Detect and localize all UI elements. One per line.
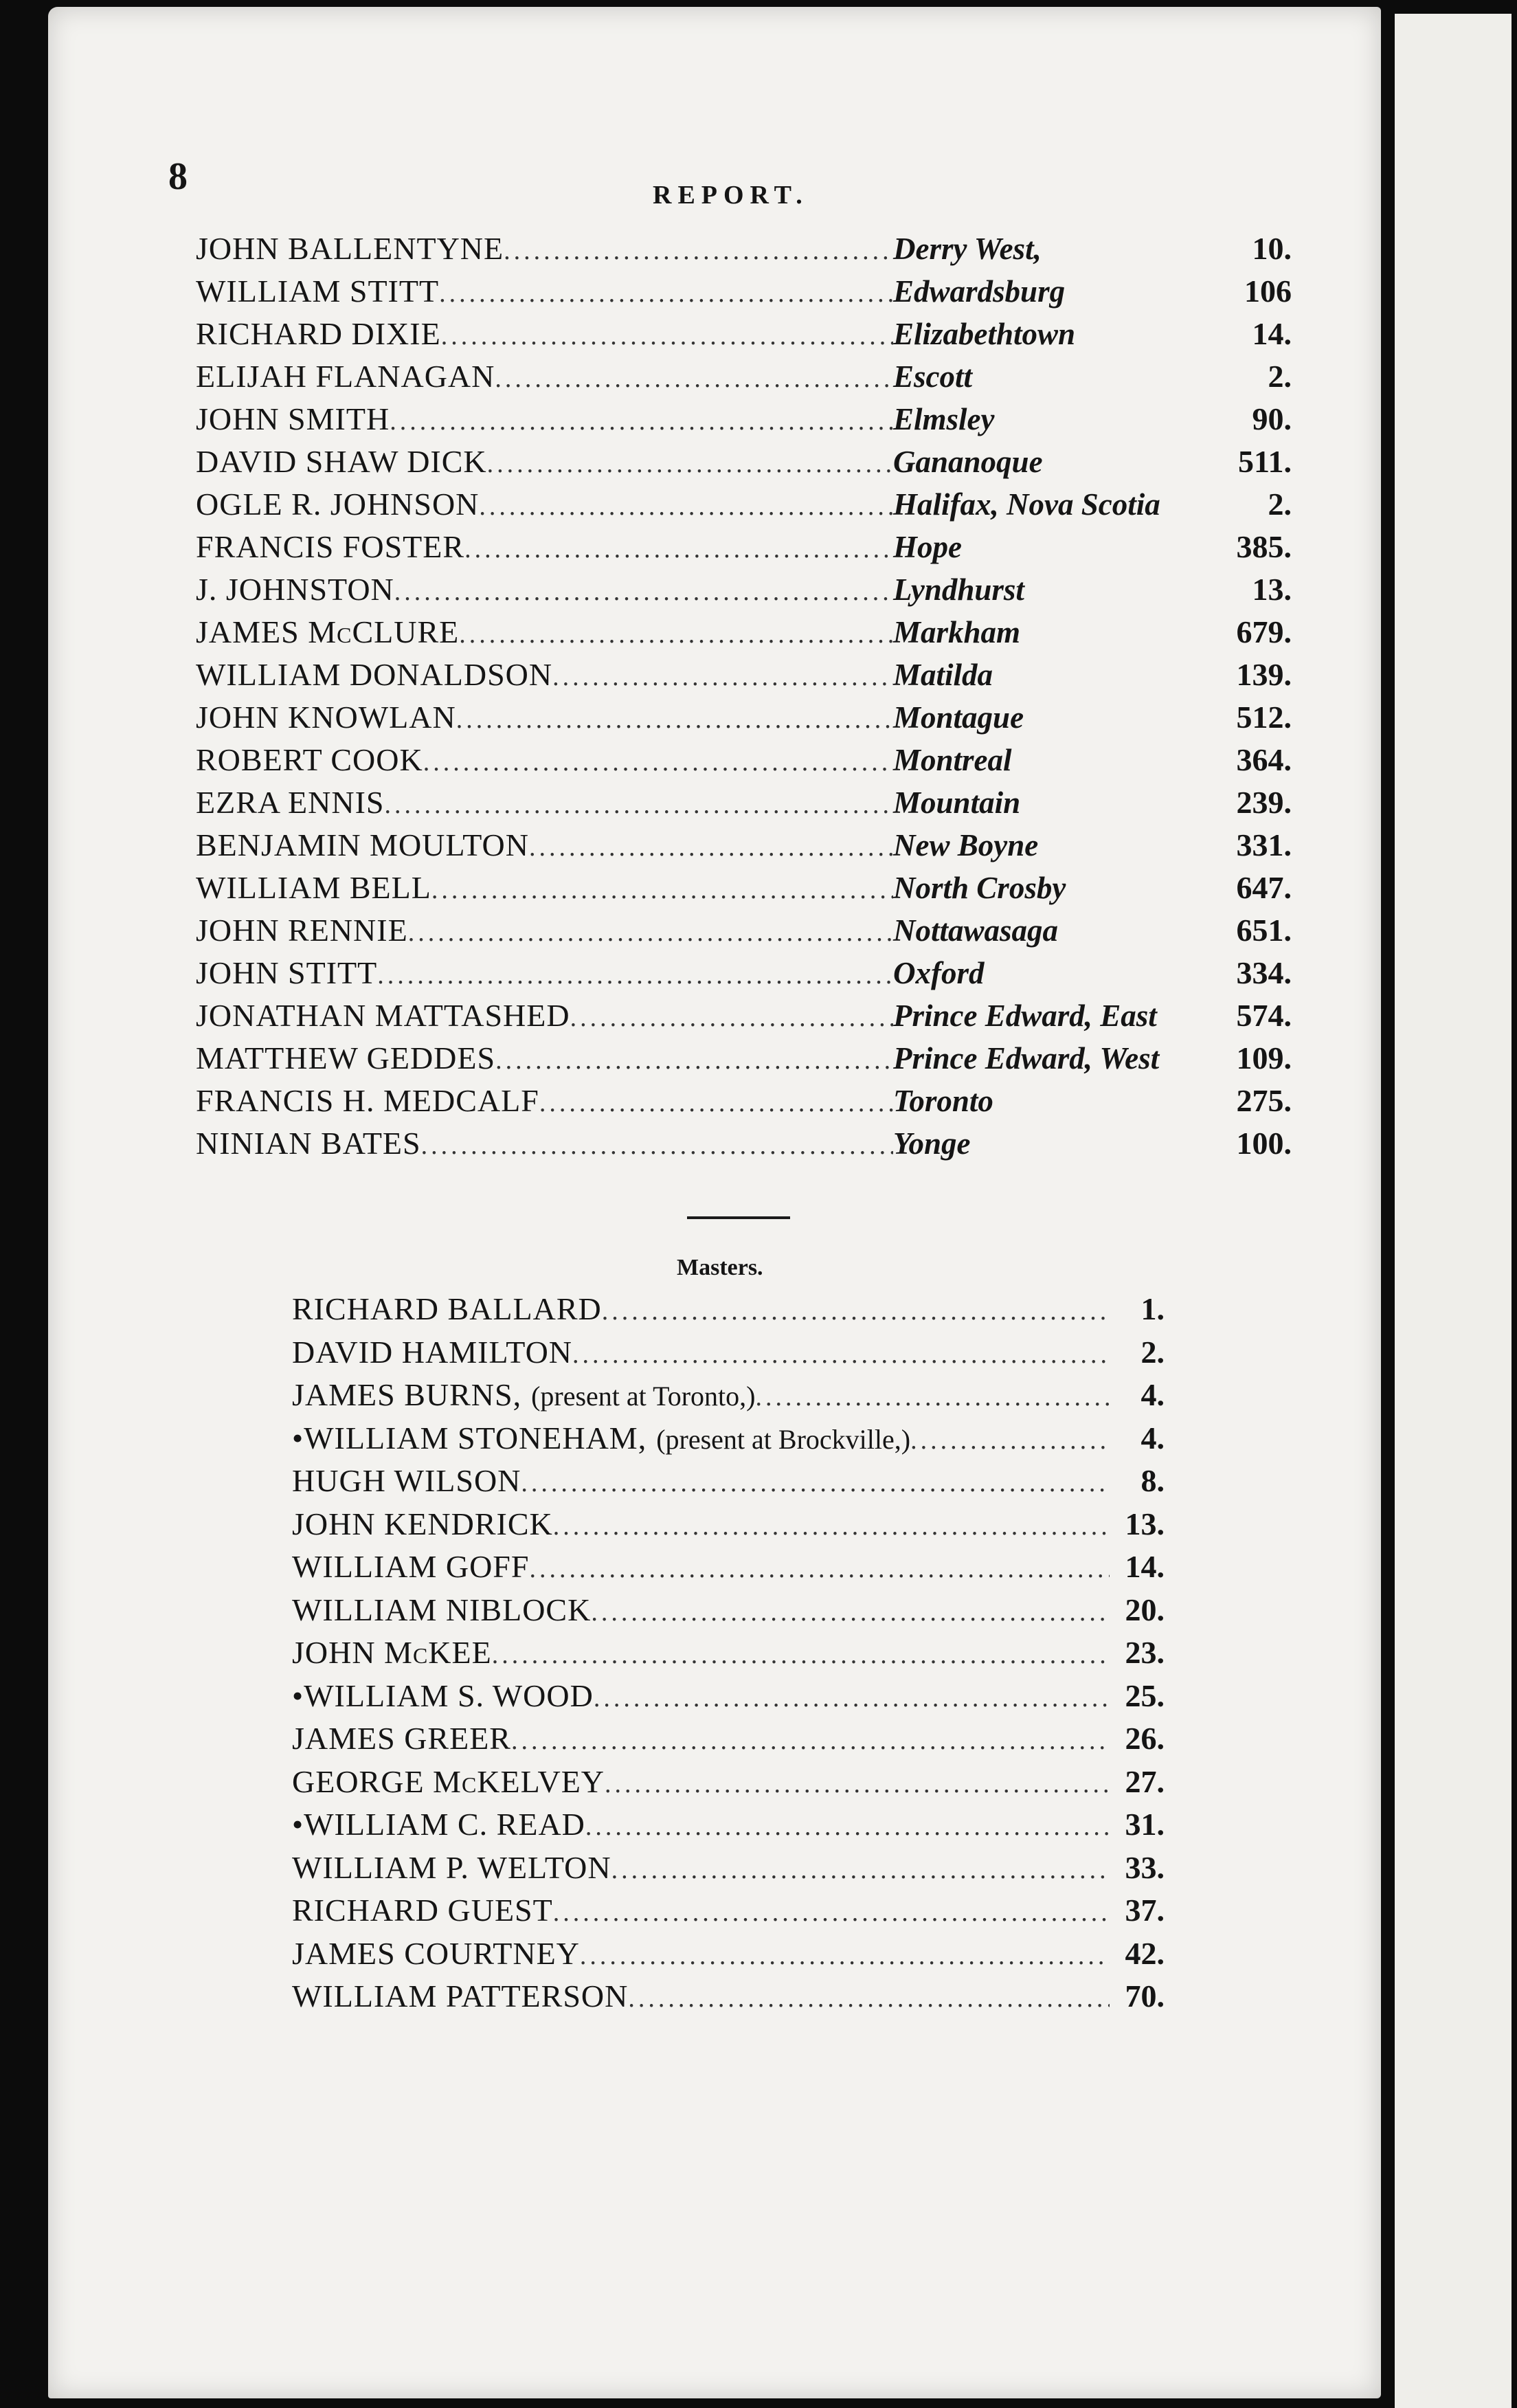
master-note: (present at Toronto,) — [531, 1381, 756, 1412]
lodge-number: 106 — [1244, 274, 1292, 309]
master-name: •WILLIAM S. WOOD — [292, 1677, 594, 1713]
district-row — [196, 358, 1292, 401]
district-row — [196, 443, 1292, 486]
district-row — [196, 273, 1292, 315]
master-name: WILLIAM NIBLOCK — [292, 1592, 592, 1627]
district-place: Matilda — [893, 658, 993, 692]
facing-page-edge — [1395, 14, 1512, 2408]
district-place: Gananoque — [893, 445, 1043, 479]
master-name: JAMES COURTNEY — [292, 1935, 580, 1971]
district-place: Toronto — [893, 1084, 993, 1118]
leader-dots — [408, 917, 893, 948]
leader-dots — [529, 1554, 1110, 1584]
master-row — [292, 1763, 1165, 1807]
master-name: JOHN McKEE — [292, 1635, 492, 1670]
lodge-number: 334. — [1236, 955, 1292, 990]
master-row — [292, 1935, 1165, 1978]
master-row — [292, 1892, 1165, 1935]
member-name: BENJAMIN MOULTON — [196, 827, 529, 862]
master-name: DAVID HAMILTON — [292, 1334, 573, 1370]
lodge-number: 331. — [1236, 827, 1292, 862]
leader-dots — [552, 662, 893, 692]
master-row — [292, 1462, 1165, 1506]
district-row — [196, 827, 1292, 869]
master-row — [292, 1978, 1165, 2021]
district-row — [196, 699, 1292, 742]
district-place: Derry West, — [893, 232, 1042, 266]
leader-dots — [441, 321, 893, 351]
master-name: •WILLIAM C. READ — [292, 1807, 585, 1842]
lodge-number: 100. — [1236, 1126, 1292, 1161]
district-row — [196, 869, 1292, 912]
leader-dots — [495, 1045, 893, 1075]
lodge-number: 2. — [1268, 359, 1292, 394]
lodge-number: 26. — [1125, 1721, 1165, 1756]
member-name: ELIJAH FLANAGAN — [196, 359, 495, 394]
lodge-number: 70. — [1125, 1978, 1165, 2014]
leader-dots — [521, 1468, 1110, 1498]
lodge-number: 2. — [1140, 1334, 1165, 1370]
leader-dots — [390, 406, 893, 436]
master-row — [292, 1291, 1165, 1334]
leader-dots — [394, 577, 893, 607]
lodge-number: 651. — [1236, 913, 1292, 948]
district-list — [196, 230, 1292, 1168]
masters-list — [292, 1291, 1165, 2021]
leader-dots — [439, 278, 893, 309]
member-name: MATTHEW GEDDES — [196, 1040, 496, 1075]
district-row — [196, 528, 1292, 571]
lodge-number: 13. — [1252, 572, 1292, 607]
member-name: RICHARD DIXIE — [196, 316, 441, 351]
leader-dots — [570, 1003, 893, 1033]
district-row — [196, 401, 1292, 443]
lodge-number: 239. — [1236, 785, 1292, 820]
lodge-number: 10. — [1252, 231, 1292, 266]
leader-dots — [456, 704, 893, 735]
leader-dots — [572, 1339, 1110, 1370]
page-number: 8 — [168, 155, 188, 198]
leader-dots — [511, 1726, 1110, 1756]
leader-dots — [385, 790, 894, 820]
leader-dots — [605, 1769, 1110, 1799]
district-row — [196, 912, 1292, 955]
district-place: North Crosby — [893, 871, 1066, 905]
district-row — [196, 656, 1292, 699]
lodge-number: 23. — [1125, 1635, 1165, 1670]
master-row — [292, 1677, 1165, 1721]
master-name: GEORGE McKELVEY — [292, 1763, 605, 1799]
master-row — [292, 1634, 1165, 1677]
member-name: JONATHAN MATTASHED — [196, 998, 570, 1033]
leader-dots — [580, 1941, 1110, 1971]
district-place: Yonge — [893, 1126, 971, 1161]
member-name: J. JOHNSTON — [196, 572, 394, 607]
master-row — [292, 1592, 1165, 1635]
leader-dots — [479, 491, 893, 522]
member-name: JOHN BALLENTYNE — [196, 231, 504, 266]
district-row — [196, 997, 1292, 1040]
district-row — [196, 1082, 1292, 1125]
district-place: Lyndhurst — [893, 572, 1024, 607]
master-row — [292, 1849, 1165, 1893]
district-place: New Boyne — [893, 828, 1039, 862]
leader-dots — [459, 619, 893, 649]
master-name: HUGH WILSON — [292, 1463, 521, 1498]
leader-dots — [421, 1130, 893, 1161]
lodge-number: 13. — [1125, 1506, 1165, 1541]
leader-dots — [504, 236, 893, 266]
leader-dots — [910, 1425, 1110, 1456]
district-place: Halifax, Nova Scotia — [893, 487, 1160, 522]
member-name: JOHN STITT — [196, 955, 378, 990]
master-row — [292, 1420, 1165, 1463]
district-place: Mountain — [893, 785, 1021, 820]
lodge-number: 14. — [1125, 1549, 1165, 1584]
lodge-number: 139. — [1236, 657, 1292, 692]
leader-dots — [591, 1597, 1110, 1627]
master-name: JOHN KENDRICK — [292, 1506, 553, 1541]
lodge-number: 4. — [1140, 1420, 1165, 1456]
member-name: ROBERT COOK — [196, 742, 423, 777]
master-name: •WILLIAM STONEHAM, — [292, 1420, 647, 1456]
master-name: JAMES GREER — [292, 1721, 511, 1756]
master-row — [292, 1806, 1165, 1849]
lodge-number: 90. — [1252, 401, 1292, 436]
section-divider — [687, 1216, 790, 1219]
lodge-number: 42. — [1125, 1935, 1165, 1971]
member-name: JOHN KNOWLAN — [196, 700, 456, 735]
lodge-number: 574. — [1236, 998, 1292, 1033]
leader-dots — [585, 1811, 1110, 1842]
district-place: Elmsley — [893, 402, 995, 436]
leader-dots — [594, 1683, 1110, 1713]
district-place: Elizabethtown — [893, 317, 1076, 351]
member-name: WILLIAM DONALDSON — [196, 657, 553, 692]
district-row — [196, 571, 1292, 614]
leader-dots — [539, 1088, 893, 1118]
leader-dots — [423, 747, 893, 777]
district-place: Nottawasaga — [893, 913, 1059, 948]
lodge-number: 25. — [1125, 1677, 1165, 1713]
lodge-number: 20. — [1125, 1592, 1165, 1627]
lodge-number: 679. — [1236, 614, 1292, 649]
member-name: OGLE R. JOHNSON — [196, 487, 480, 522]
member-name: JOHN SMITH — [196, 401, 390, 436]
lodge-number: 512. — [1236, 700, 1292, 735]
master-name: JAMES BURNS, — [292, 1377, 522, 1412]
running-head: REPORT. — [653, 181, 809, 210]
leader-dots — [553, 1511, 1110, 1541]
lodge-number: 4. — [1140, 1377, 1165, 1412]
district-row — [196, 784, 1292, 827]
masters-heading: Masters. — [677, 1255, 763, 1280]
master-name: RICHARD GUEST — [292, 1893, 553, 1928]
district-row — [196, 1125, 1292, 1168]
lodge-number: 647. — [1236, 870, 1292, 905]
leader-dots — [755, 1382, 1110, 1412]
lodge-number: 275. — [1236, 1083, 1292, 1118]
leader-dots — [464, 534, 893, 564]
leader-dots — [495, 364, 893, 394]
lodge-number: 14. — [1252, 316, 1292, 351]
leader-dots — [602, 1296, 1110, 1326]
member-name: WILLIAM BELL — [196, 870, 431, 905]
lodge-number: 1. — [1140, 1291, 1165, 1326]
district-place: Prince Edward, East — [893, 999, 1157, 1033]
lodge-number: 31. — [1125, 1807, 1165, 1842]
master-row — [292, 1334, 1165, 1377]
district-place: Montague — [893, 700, 1024, 735]
leader-dots — [553, 1897, 1110, 1928]
master-row — [292, 1506, 1165, 1549]
district-row — [196, 1040, 1292, 1082]
district-row — [196, 614, 1292, 656]
master-name: WILLIAM PATTERSON — [292, 1978, 629, 2014]
leader-dots — [628, 1983, 1110, 2014]
master-row — [292, 1720, 1165, 1763]
district-place: Prince Edward, West — [893, 1041, 1160, 1075]
lodge-number: 364. — [1236, 742, 1292, 777]
leader-dots — [431, 875, 893, 905]
district-place: Escott — [893, 359, 973, 394]
district-row — [196, 230, 1292, 273]
member-name: FRANCIS H. MEDCALF — [196, 1083, 539, 1118]
lodge-number: 33. — [1125, 1849, 1165, 1885]
member-name: DAVID SHAW DICK — [196, 444, 487, 479]
member-name: FRANCIS FOSTER — [196, 529, 465, 564]
member-name: WILLIAM STITT — [196, 274, 440, 309]
leader-dots — [487, 449, 893, 479]
district-row — [196, 742, 1292, 784]
district-place: Montreal — [893, 743, 1012, 777]
district-row — [196, 955, 1292, 997]
member-name: EZRA ENNIS — [196, 785, 385, 820]
district-row — [196, 486, 1292, 528]
lodge-number: 2. — [1268, 487, 1292, 522]
district-place: Markham — [893, 615, 1021, 649]
master-row — [292, 1376, 1165, 1420]
lodge-number: 27. — [1125, 1763, 1165, 1799]
master-row — [292, 1548, 1165, 1592]
lodge-number: 385. — [1236, 529, 1292, 564]
master-name: WILLIAM P. WELTON — [292, 1849, 611, 1885]
leader-dots — [529, 832, 893, 862]
member-name: JAMES McCLURE — [196, 614, 460, 649]
lodge-number: 37. — [1125, 1893, 1165, 1928]
leader-dots — [377, 960, 893, 990]
member-name: NINIAN BATES — [196, 1126, 421, 1161]
master-name: WILLIAM GOFF — [292, 1549, 530, 1584]
lodge-number: 8. — [1140, 1463, 1165, 1498]
district-place: Edwardsburg — [893, 274, 1066, 309]
leader-dots — [611, 1855, 1110, 1885]
lodge-number: 511. — [1238, 444, 1292, 479]
district-place: Oxford — [893, 956, 985, 990]
district-place: Hope — [893, 530, 962, 564]
leader-dots — [492, 1640, 1110, 1670]
district-row — [196, 315, 1292, 358]
master-name: RICHARD BALLARD — [292, 1291, 602, 1326]
member-name: JOHN RENNIE — [196, 913, 408, 948]
master-note: (present at Brockville,) — [656, 1423, 911, 1455]
lodge-number: 109. — [1236, 1040, 1292, 1075]
